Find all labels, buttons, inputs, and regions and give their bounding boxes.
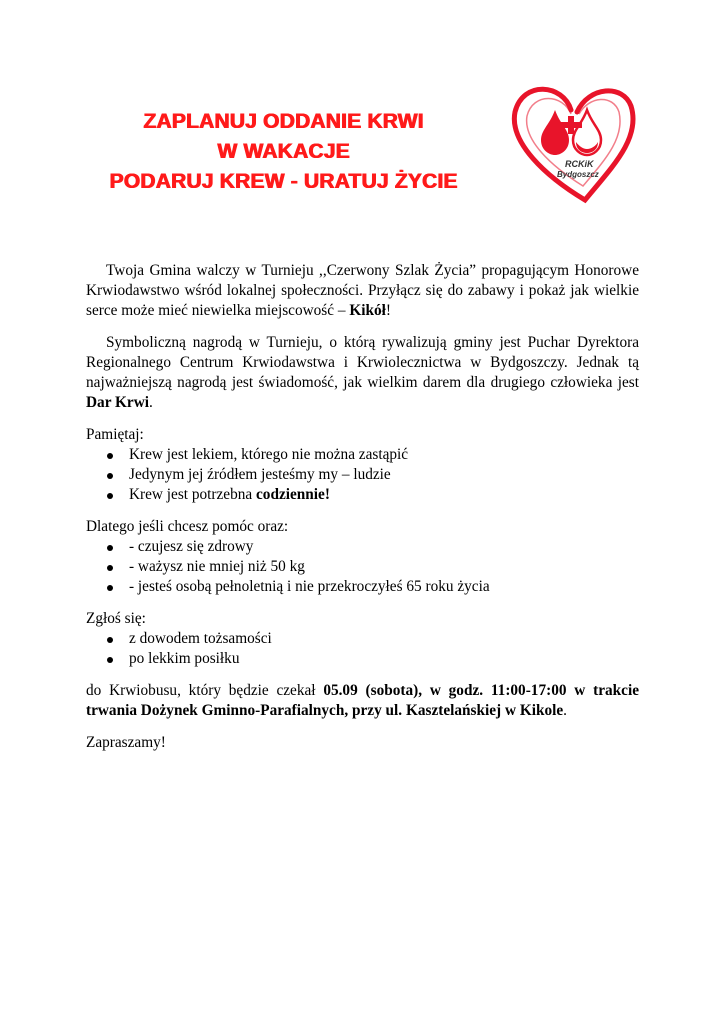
blood-drop-left-icon bbox=[541, 110, 569, 155]
town-name: Kikół bbox=[349, 302, 386, 319]
headline-line-1: ZAPLANUJ ODDANIE KRWI bbox=[143, 110, 424, 133]
list-item: Krew jest lekiem, którego nie można zastąpić bbox=[86, 445, 639, 465]
gift-of-blood: Dar Krwi bbox=[86, 394, 150, 411]
intro-paragraph: Twoja Gmina walczy w Turnieju ,,Czerwony Szlak Życia” propagującym Honorowe Krwiodawstwo wśród lokalnej społeczności. Przyłącz się do zabawy i pokaż jak wielkie serce może mieć niewielka miejscowość – Kikół! bbox=[86, 262, 639, 319]
logo-text-bydgoszcz: Bydgoszcz bbox=[557, 170, 599, 179]
list-item: Jedynym jej źródłem jesteśmy my – ludzie bbox=[86, 465, 639, 485]
conditions-heading: Dlatego jeśli chcesz pomóc oraz: bbox=[86, 518, 289, 535]
remember-list bbox=[86, 445, 639, 505]
report-list bbox=[86, 629, 639, 669]
prize-paragraph: Symboliczną nagrodą w Turnieju, o którą rywalizują gminy jest Puchar Dyrektora Regionalnego Centrum Krwiodawstwa i Krwiolecznictwa w Bydgoszczy. Jednak tą najważniejszą nagrodą jest świadomość, jak wielkim darem dla drugiego człowieka jest Dar Krwi. bbox=[86, 334, 639, 411]
report-heading: Zgłoś się: bbox=[86, 610, 146, 627]
bus-info-paragraph: do Krwiobusu, który będzie czekał 05.09 (sobota), w godz. 11:00-17:00 w trakcie trwania Dożynek Gminno-Parafialnych, przy ul. Kasztelańskiej w Kikole. bbox=[86, 682, 639, 719]
closing-text: Zapraszamy! bbox=[86, 734, 166, 751]
letter-body bbox=[86, 261, 639, 753]
remember-heading: Pamiętaj: bbox=[86, 426, 144, 443]
headline-line-2: W WAKACJE bbox=[217, 140, 350, 163]
list-item: - czujesz się zdrowy bbox=[86, 537, 639, 557]
list-item: - jesteś osobą pełnoletnią i nie przekroczyłeś 65 roku życia bbox=[86, 577, 639, 597]
list-item: - ważysz nie mniej niż 50 kg bbox=[86, 557, 639, 577]
list-item: po lekkim posiłku bbox=[86, 649, 639, 669]
poster-headline bbox=[86, 107, 481, 197]
rckik-heart-logo bbox=[505, 80, 641, 208]
list-item: Krew jest potrzebna codziennie! bbox=[86, 485, 639, 505]
headline-line-3: PODARUJ KREW - URATUJ ŻYCIE bbox=[109, 170, 458, 193]
event-details: 05.09 (sobota), w godz. 11:00-17:00 w trakcie trwania Dożynek Gminno-Parafialnych, przy ul. Kasztelańskiej w Kikole bbox=[86, 682, 639, 719]
list-item: z dowodem tożsamości bbox=[86, 629, 639, 649]
blood-drop-right-icon bbox=[573, 110, 601, 155]
logo-text-rckik: RCKiK bbox=[565, 159, 594, 169]
conditions-list bbox=[86, 537, 639, 597]
